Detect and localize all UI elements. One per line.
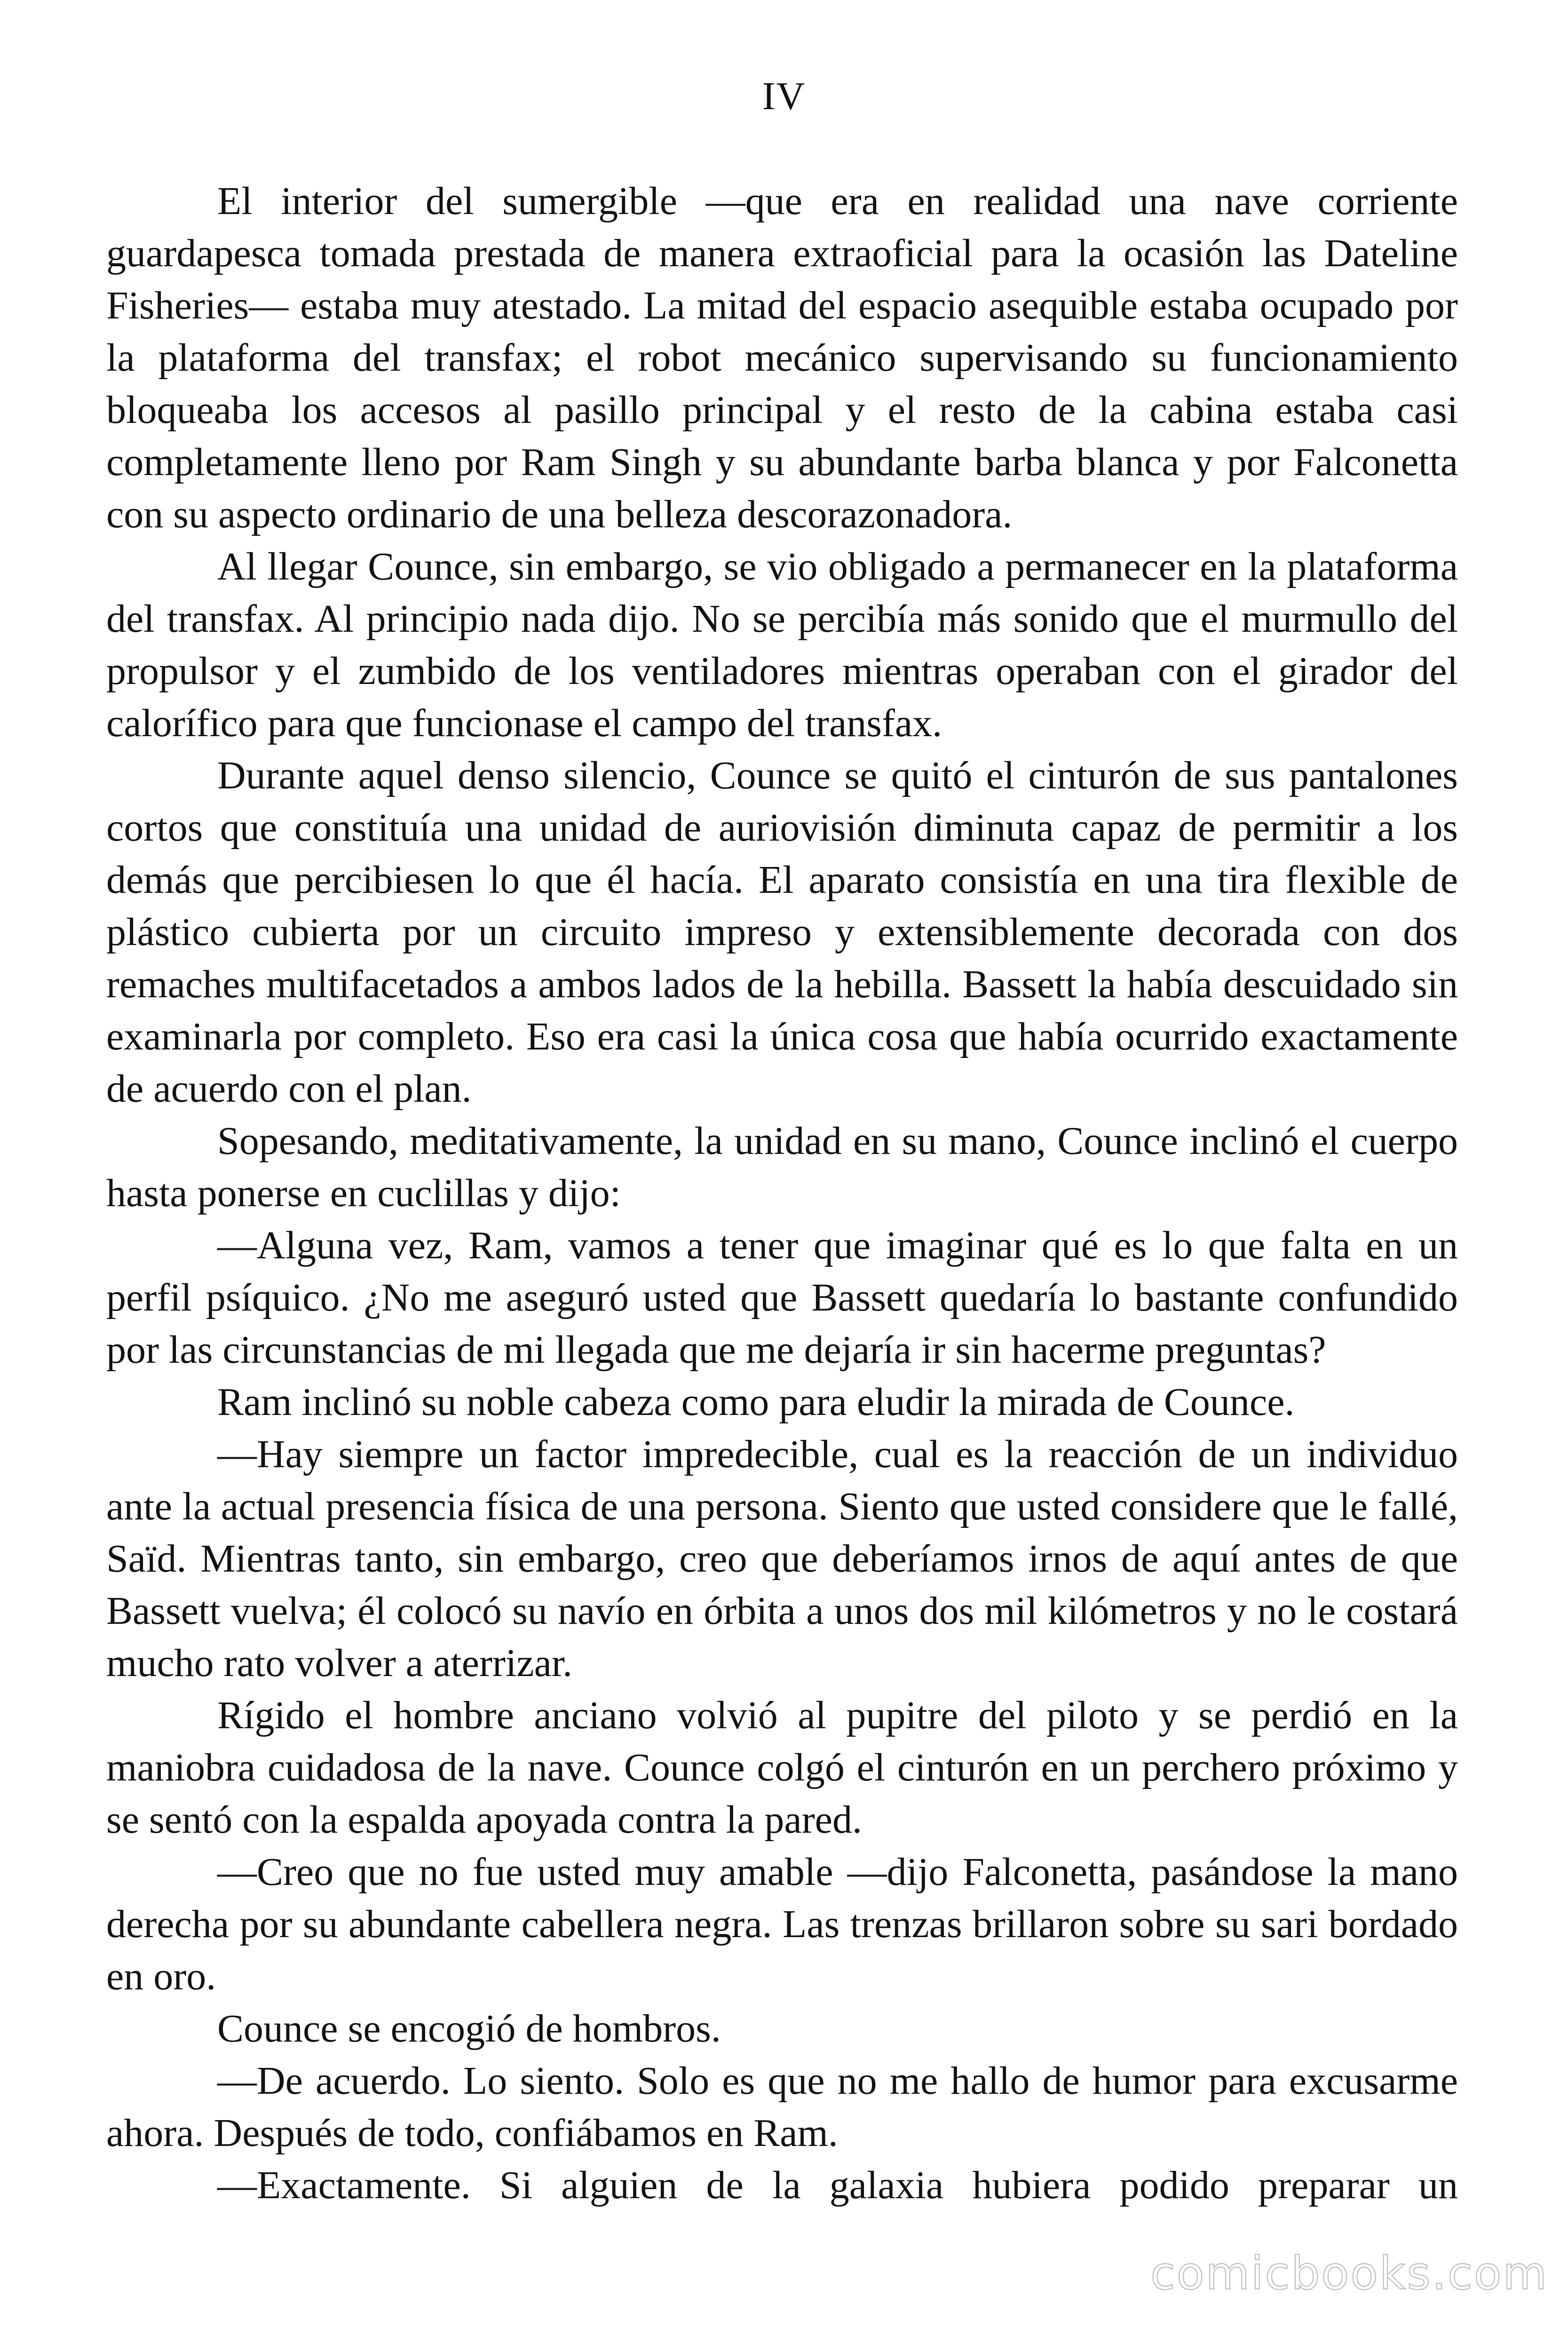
watermark: comicbooks.com: [1150, 2247, 1548, 2300]
paragraph: Counce se encogió de hombros.: [217, 2007, 721, 2050]
paragraph: Ram inclinó su noble cabeza como para eludir la mirada de Counce.: [217, 1380, 1295, 1424]
paragraph: —Hay siempre un factor impredecible, cual es la reacción de un individuo ante la actual presencia física de una persona. Siento que usted considere que le fallé, Saïd. Mientras tanto, sin embargo, creo que deberíamos irnos de aquí antes de que Bassett vuelva; él colocó su navío en órbita a unos dos mil kilómetros y no le costará mucho rato volver a aterrizar.: [106, 1432, 1458, 1685]
paragraph: Rígido el hombre anciano volvió al pupitre del piloto y se perdió en la maniobra cuidadosa de la nave. Counce colgó el cinturón en un perchero próximo y se sentó con la espalda apoyada contra la pared.: [106, 1693, 1458, 1842]
body-text: [106, 175, 1458, 2211]
chapter-number: IV: [762, 74, 806, 118]
paragraph-continued: —Exactamente. Si alguien de la galaxia hubiera podido preparar un: [217, 2163, 1458, 2207]
paragraph: —De acuerdo. Lo siento. Solo es que no me hallo de humor para excusarme ahora. Después de todo, confiábamos en Ram.: [106, 2059, 1458, 2155]
paragraph: El interior del sumergible —que era en realidad una nave corriente guardapesca tomada prestada de manera extraoficial para la ocasión las Dateline Fisheries— estaba muy atestado. La mitad del espacio asequible estaba ocupado por la plataforma del transfax; el robot mecánico supervisando su funcionamiento bloqueaba los accesos al pasillo principal y el resto de la cabina estaba casi completamente lleno por Ram Singh y su abundante barba blanca y por Falconetta con su aspecto ordinario de una belleza descorazonadora.: [106, 179, 1458, 536]
paragraph: Durante aquel denso silencio, Counce se quitó el cinturón de sus pantalones cortos que constituía una unidad de auriovisión diminuta capaz de permitir a los demás que percibiesen lo que él hacía. El aparato consistía en una tira flexible de plástico cubierta por un circuito impreso y extensiblemente decorada con dos remaches multifacetados a ambos lados de la hebilla. Bassett la había descuidado sin examinarla por completo. Eso era casi la única cosa que había ocurrido exactamente de acuerdo con el plan.: [106, 754, 1458, 1111]
paragraph: —Creo que no fue usted muy amable —dijo Falconetta, pasándose la mano derecha por su abundante cabellera negra. Las trenzas brillaron sobre su sari bordado en oro.: [106, 1850, 1458, 1998]
paragraph: Sopesando, meditativamente, la unidad en su mano, Counce inclinó el cuerpo hasta ponerse en cuclillas y dijo:: [106, 1119, 1458, 1215]
paragraph: Al llegar Counce, sin embargo, se vio obligado a permanecer en la plataforma del transfax. Al principio nada dijo. No se percibía más sonido que el murmullo del propulsor y el zumbido de los ventiladores mientras operaban con el girador del calorífico para que funcionase el campo del transfax.: [106, 545, 1458, 745]
paragraph: —Alguna vez, Ram, vamos a tener que imaginar qué es lo que falta en un perfil psíquico. ¿No me aseguró usted que Bassett quedaría lo bastante confundido por las circunstancias de mi llegada que me dejaría ir sin hacerme preguntas?: [106, 1224, 1458, 1372]
